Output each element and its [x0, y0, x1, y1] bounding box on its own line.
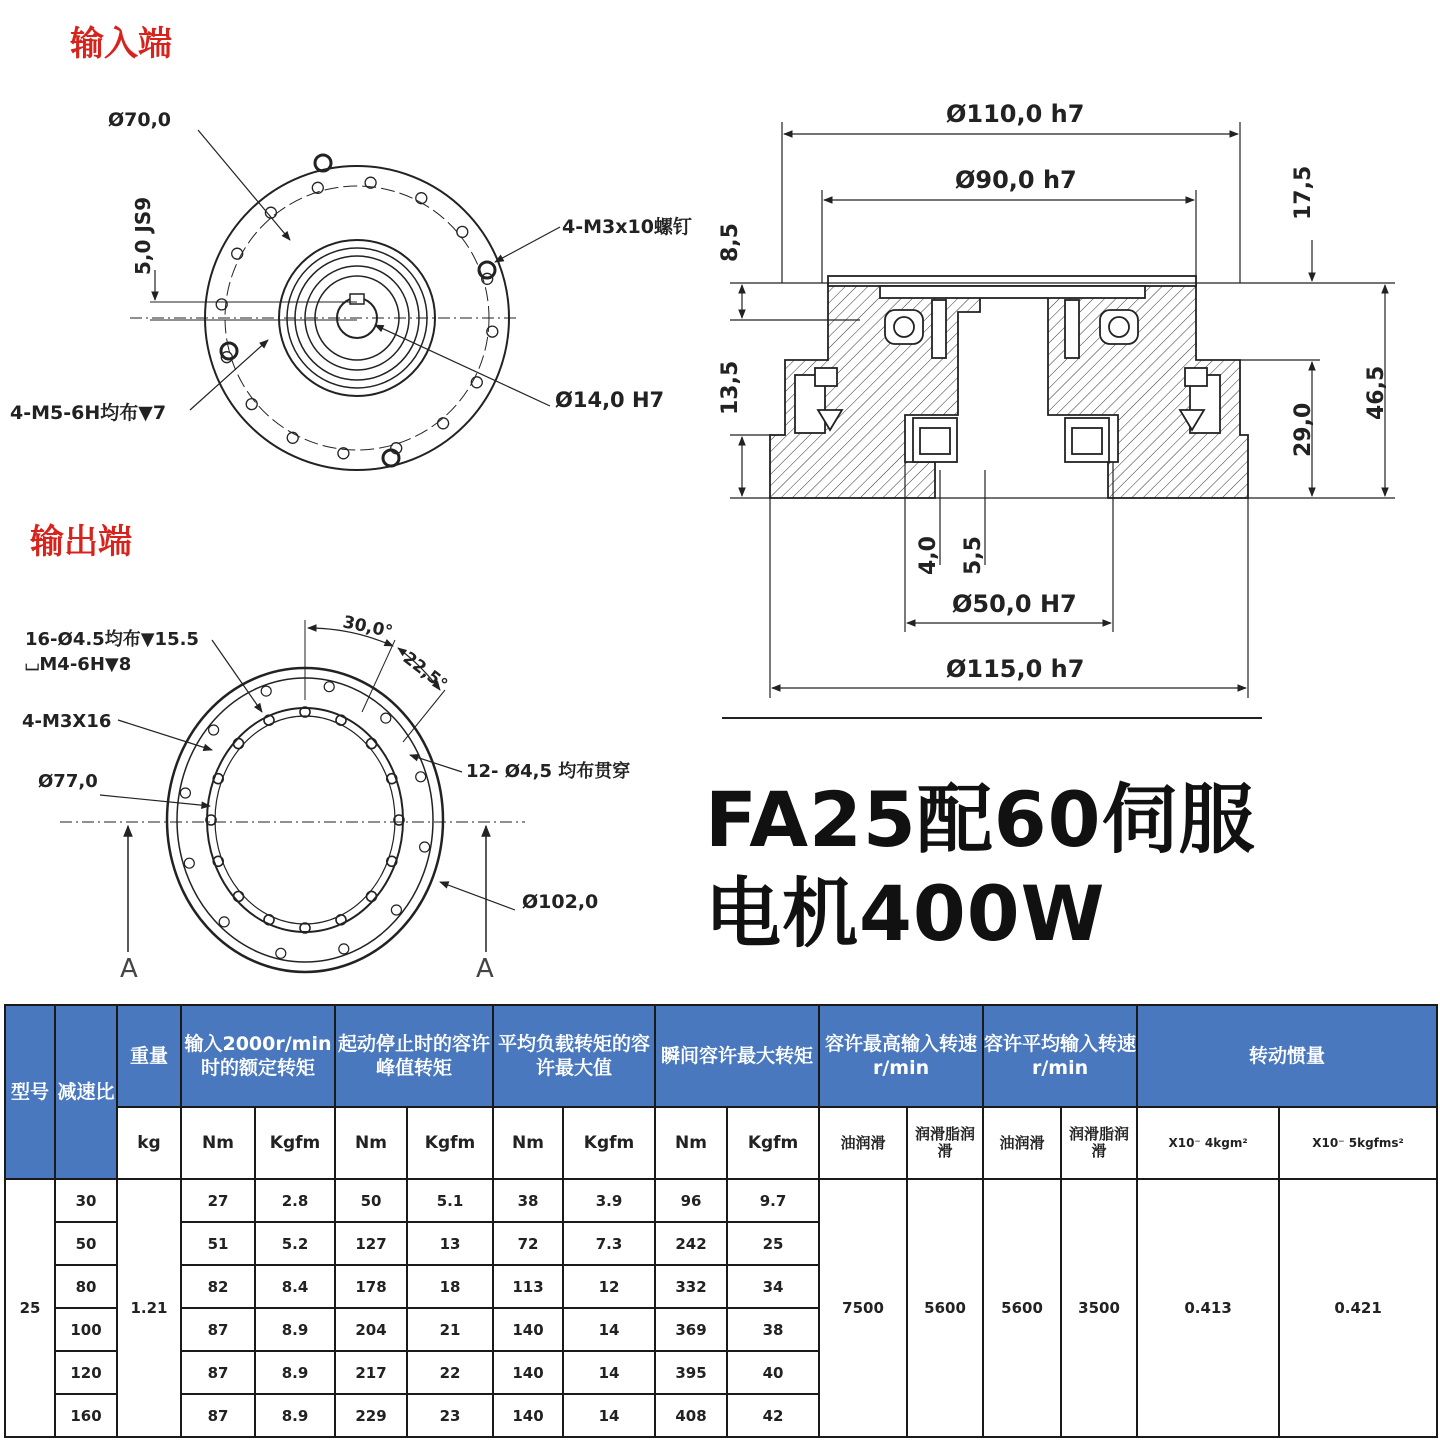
cell-instant-nm: 369	[655, 1308, 727, 1351]
h85-label: 8,5	[718, 223, 743, 262]
bolt-hole	[246, 399, 257, 410]
header-avg-torque: 平均负载转矩的容许最大值	[493, 1005, 655, 1107]
h465-label: 46,5	[1364, 365, 1389, 420]
cell-start-kgfm: 5.1	[407, 1179, 493, 1222]
bolt-hole	[438, 418, 449, 429]
cell-max-grease: 5600	[907, 1179, 983, 1437]
header-inertia: 转动惯量	[1137, 1005, 1437, 1107]
h135-label: 13,5	[718, 360, 743, 415]
d90-label: Ø90,0 h7	[955, 166, 1077, 194]
cell-start-nm: 178	[335, 1265, 407, 1308]
d115-label: Ø115,0 h7	[946, 655, 1085, 683]
cell-inertia-si: 0.413	[1137, 1179, 1279, 1437]
cell-avg-kgfm: 7.3	[563, 1222, 655, 1265]
h175-label: 17,5	[1291, 165, 1316, 220]
header-max-speed: 容许最高输入转速r/min	[819, 1005, 983, 1107]
cell-instant-nm: 332	[655, 1265, 727, 1308]
output-m3-label: 4-M3X16	[22, 711, 112, 732]
unit-kgfm: Kgfm	[727, 1107, 819, 1179]
tapped-hole	[234, 739, 244, 749]
cell-instant-nm: 96	[655, 1179, 727, 1222]
unit-grease: 润滑脂润滑	[907, 1107, 983, 1179]
cell-start-kgfm: 22	[407, 1351, 493, 1394]
cell-model: 25	[5, 1179, 55, 1437]
unit-oil: 油润滑	[983, 1107, 1061, 1179]
cell-rated-nm: 27	[181, 1179, 255, 1222]
tapped-hole	[367, 891, 377, 901]
cell-weight: 1.21	[117, 1179, 181, 1437]
bolt-hole	[457, 226, 468, 237]
cell-rated-kgfm: 8.4	[255, 1265, 335, 1308]
h290-label: 29,0	[1291, 402, 1316, 457]
cell-rated-kgfm: 2.8	[255, 1179, 335, 1222]
cell-start-nm: 229	[335, 1394, 407, 1437]
through-hole	[381, 713, 391, 723]
cell-avg-nm: 72	[493, 1222, 563, 1265]
cell-rated-kgfm: 5.2	[255, 1222, 335, 1265]
output-holes16-label: 16-Ø4.5均布▼15.5	[25, 629, 199, 650]
bolt-hole	[471, 377, 482, 388]
section-a-left: A	[120, 954, 138, 984]
cell-instant-nm: 395	[655, 1351, 727, 1394]
cell-instant-kgfm: 42	[727, 1394, 819, 1437]
unit-inertia-si: X10⁻ 4kgm²	[1137, 1107, 1279, 1179]
input-d70-label: Ø70,0	[108, 109, 172, 131]
cell-start-nm: 127	[335, 1222, 407, 1265]
output-angle225-label: 22,5°	[398, 648, 451, 696]
unit-inertia-kgf: X10⁻ 5kgfms²	[1279, 1107, 1437, 1179]
cell-rated-kgfm: 8.9	[255, 1394, 335, 1437]
through-hole	[180, 788, 190, 798]
cell-ratio: 160	[55, 1394, 117, 1437]
input-side-label: 输入端	[70, 24, 172, 64]
cell-avg-oil: 5600	[983, 1179, 1061, 1437]
header-ratio: 减速比	[55, 1005, 117, 1179]
tapped-hole	[367, 739, 377, 749]
cell-avg-nm: 113	[493, 1265, 563, 1308]
cell-instant-nm: 408	[655, 1394, 727, 1437]
cell-rated-nm: 82	[181, 1265, 255, 1308]
cell-rated-nm: 87	[181, 1351, 255, 1394]
header-model: 型号	[5, 1005, 55, 1179]
input-tapped-label: 4-M5-6H均布▼7	[10, 402, 167, 424]
input-end-view	[130, 130, 560, 470]
product-title-line2: 电机400W	[705, 869, 1106, 958]
through-hole	[276, 948, 286, 958]
cell-avg-nm: 140	[493, 1394, 563, 1437]
d110-label: Ø110,0 h7	[946, 100, 1085, 128]
cell-instant-kgfm: 38	[727, 1308, 819, 1351]
cell-start-nm: 204	[335, 1308, 407, 1351]
output-side-label: 输出端	[30, 522, 132, 562]
unit-grease: 润滑脂润滑	[1061, 1107, 1137, 1179]
cell-rated-nm: 87	[181, 1394, 255, 1437]
through-hole	[261, 686, 271, 696]
bolt-hole	[232, 248, 243, 259]
cell-instant-kgfm: 9.7	[727, 1179, 819, 1222]
through-hole	[339, 944, 349, 954]
product-title-line1: FA25配60伺服	[705, 775, 1256, 864]
cell-rated-nm: 87	[181, 1308, 255, 1351]
cell-instant-nm: 242	[655, 1222, 727, 1265]
cell-avg-kgfm: 14	[563, 1394, 655, 1437]
tapped-hole	[234, 891, 244, 901]
through-hole	[416, 772, 426, 782]
cell-inertia-kgf: 0.421	[1279, 1179, 1437, 1437]
unit-nm: Nm	[181, 1107, 255, 1179]
header-instant-torque: 瞬间容许最大转矩	[655, 1005, 819, 1107]
cell-rated-kgfm: 8.9	[255, 1308, 335, 1351]
cell-ratio: 120	[55, 1351, 117, 1394]
through-hole	[219, 917, 229, 927]
section-a-right: A	[476, 954, 494, 984]
cell-avg-kgfm: 14	[563, 1351, 655, 1394]
d50-label: Ø50,0 H7	[952, 590, 1077, 618]
unit-nm: Nm	[493, 1107, 563, 1179]
cell-ratio: 100	[55, 1308, 117, 1351]
through-hole	[324, 682, 334, 692]
output-m4-label: ⌴M4-6H▼8	[25, 654, 132, 675]
unit-nm: Nm	[655, 1107, 727, 1179]
cell-instant-kgfm: 40	[727, 1351, 819, 1394]
cell-max-oil: 7500	[819, 1179, 907, 1437]
unit-kgfm: Kgfm	[563, 1107, 655, 1179]
cell-avg-grease: 3500	[1061, 1179, 1137, 1437]
cell-start-kgfm: 13	[407, 1222, 493, 1265]
cell-ratio: 80	[55, 1265, 117, 1308]
unit-kgfm: Kgfm	[407, 1107, 493, 1179]
unit-kgfm: Kgfm	[255, 1107, 335, 1179]
header-weight: 重量	[117, 1005, 181, 1107]
cell-avg-kgfm: 12	[563, 1265, 655, 1308]
output-angle30-label: 30,0°	[340, 612, 395, 643]
output-thru12-label: 12- Ø4,5 均布贯穿	[466, 761, 631, 782]
h40-label: 4,0	[916, 536, 941, 575]
cell-instant-kgfm: 25	[727, 1222, 819, 1265]
cell-avg-kgfm: 14	[563, 1308, 655, 1351]
bolt-hole	[416, 193, 427, 204]
cell-avg-nm: 140	[493, 1308, 563, 1351]
cell-start-kgfm: 21	[407, 1308, 493, 1351]
cell-start-nm: 217	[335, 1351, 407, 1394]
input-bore-label: Ø14,0 H7	[555, 388, 665, 412]
cell-start-nm: 50	[335, 1179, 407, 1222]
cell-instant-kgfm: 34	[727, 1265, 819, 1308]
cell-avg-nm: 140	[493, 1351, 563, 1394]
cell-rated-kgfm: 8.9	[255, 1351, 335, 1394]
input-screw-label: 4-M3x10螺钉	[562, 216, 692, 238]
header-avg-speed: 容许平均输入转速r/min	[983, 1005, 1137, 1107]
cell-ratio: 30	[55, 1179, 117, 1222]
cell-avg-nm: 38	[493, 1179, 563, 1222]
spec-table	[4, 1004, 1438, 1438]
through-hole	[209, 725, 219, 735]
cell-avg-kgfm: 3.9	[563, 1179, 655, 1222]
cell-ratio: 50	[55, 1222, 117, 1265]
bolt-hole	[287, 432, 298, 443]
cell-rated-nm: 51	[181, 1222, 255, 1265]
through-hole	[391, 905, 401, 915]
unit-oil: 油润滑	[819, 1107, 907, 1179]
through-hole	[420, 842, 430, 852]
input-keyway-label: 5,0 JS9	[131, 196, 155, 275]
h55-label: 5,5	[961, 536, 986, 575]
output-d77-label: Ø77,0	[38, 771, 98, 792]
cell-start-kgfm: 18	[407, 1265, 493, 1308]
through-hole	[184, 858, 194, 868]
cell-start-kgfm: 23	[407, 1394, 493, 1437]
output-d102-label: Ø102,0	[522, 891, 599, 913]
header-rated-torque: 输入2000r/min时的额定转矩	[181, 1005, 335, 1107]
header-startstop-torque: 起动停止时的容许峰值转矩	[335, 1005, 493, 1107]
unit-kg: kg	[117, 1107, 181, 1179]
unit-nm: Nm	[335, 1107, 407, 1179]
